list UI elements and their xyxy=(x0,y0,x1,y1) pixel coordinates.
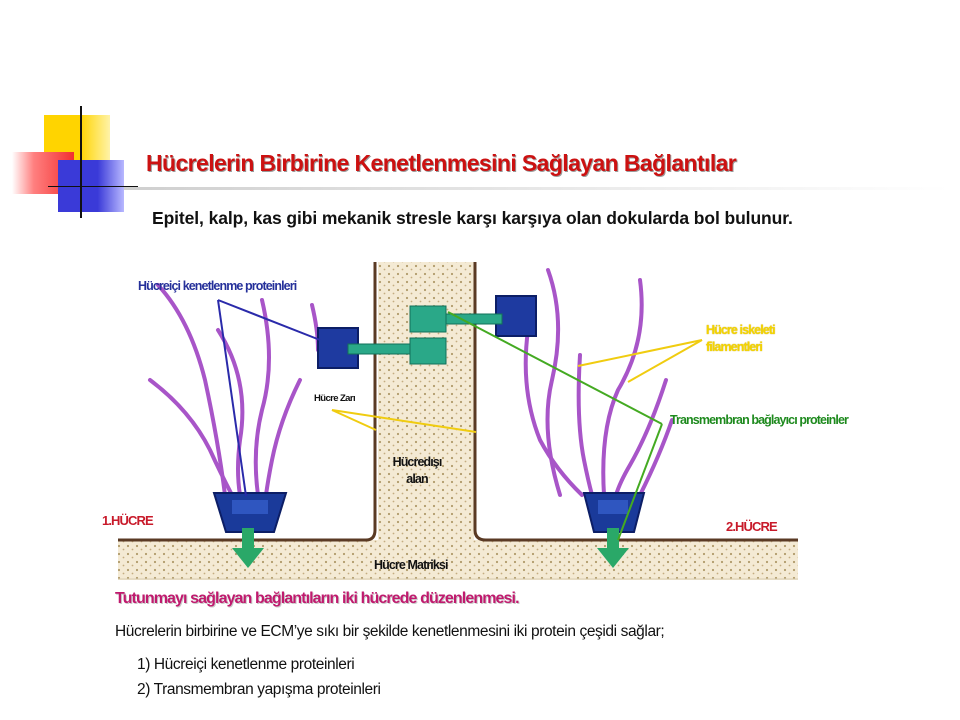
figure-caption: Tutunmayı sağlayan bağlantıların iki hücrede düzenlenmesi. xyxy=(115,590,519,607)
list-item: 2) Transmembran yapışma proteinleri xyxy=(137,681,381,698)
list-item: 1) Hücreiçi kenetlenme proteinleri xyxy=(137,656,355,673)
cell2-anchor-protein xyxy=(584,493,644,532)
extracellular-space xyxy=(378,262,474,544)
label-intracellular-anchor: Hücreiçi kenetlenme proteinleri xyxy=(138,279,297,293)
label-matrix: Hücre Matriksi xyxy=(374,558,448,572)
subtitle: Epitel, kalp, kas gibi mekanik stresle karşı karşıya olan dokularda bol bulunur. xyxy=(152,208,793,228)
label-membrane: Hücre Zarı xyxy=(314,393,355,404)
cell2-filaments xyxy=(526,270,672,495)
label-cytoskeleton: Hücre iskeleti filamentleri xyxy=(706,323,775,354)
label-cell2: 2.HÜCRE xyxy=(726,519,777,534)
matrix-layer xyxy=(118,540,798,580)
label-cell1: 1.HÜCRE xyxy=(102,513,153,528)
cell1-filaments xyxy=(150,285,318,495)
body-text: Hücrelerin birbirine ve ECM’ye sıkı bir şekilde kenetlenmesini iki protein çeşidi sağlar; xyxy=(115,623,665,640)
page-title: Hücrelerin Birbirine Kenetlenmesini Sağlayan Bağlantılar xyxy=(146,150,737,176)
cell1-anchor-protein xyxy=(214,493,286,532)
label-extracellular: Hücredışı alan xyxy=(392,455,442,486)
label-transmembrane: Transmembran bağlayıcı proteinler xyxy=(670,413,849,427)
